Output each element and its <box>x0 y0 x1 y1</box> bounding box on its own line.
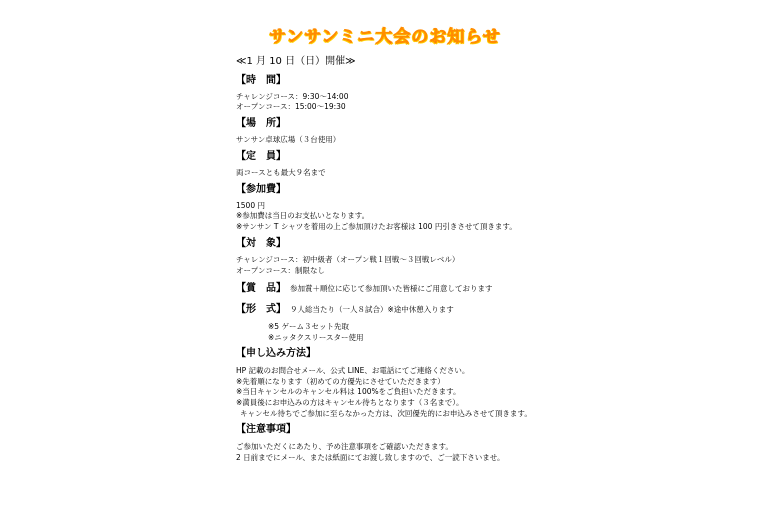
apply-contact: HP 記載のお問合せメール、公式 LINE、お電話にてご連絡ください。 <box>236 366 470 375</box>
apply-note-order: ※先着順になります（初めての方優先にさせていただきます） <box>236 377 445 386</box>
section-heading-apply: 【申し込み方法】 <box>236 348 316 359</box>
capacity-text: 両コースとも最大９名まで <box>236 168 326 177</box>
prize-heading-label: 【賞 品】 <box>236 283 286 294</box>
format-note-ball: ※ニッタクスリースター使用 <box>268 333 364 342</box>
format-heading-label: 【形 式】 <box>236 304 286 315</box>
apply-note-waitlist-priority: キャンセル待ちでご参加に至らなかった方は、次回優先的にお申込みさせて頂きます。 <box>240 409 532 418</box>
place-text: サンサン卓球広場（３台使用） <box>236 135 341 144</box>
section-heading-fee: 【参加費】 <box>236 184 286 195</box>
notes-delivery: 2 日前までにメール、または紙面にてお渡し致しますので、ご一読下さいませ。 <box>236 453 505 462</box>
section-heading-capacity: 【定 員】 <box>236 151 286 162</box>
target-open: オープンコース：制限なし <box>236 266 325 275</box>
notes-confirm: ご参加いただくにあたり、予め注意事項をご確認いただきます。 <box>236 442 453 451</box>
format-text: ９人総当たり（一人８試合）※途中休憩入ります <box>290 305 454 314</box>
prize-text: 参加賞＋順位に応じて参加頂いた皆様にご用意しております <box>290 284 493 293</box>
section-heading-target: 【対 象】 <box>236 238 286 249</box>
fee-note-discount: ※サンサン T シャツを着用の上ご参加頂けたお客様は 100 円引きさせて頂きます。 <box>236 222 517 231</box>
apply-note-waitlist: ※満員後にお申込みの方はキャンセル待ちとなります（３名まで）。 <box>236 398 464 407</box>
apply-note-cancel-fee: ※当日キャンセルのキャンセル料は 100%をご負担いただきます。 <box>236 387 461 396</box>
event-date: ≪1 月 10 日（日）開催≫ <box>236 56 356 67</box>
format-note-games: ※5 ゲーム３セット先取 <box>268 322 349 331</box>
section-heading-prize <box>236 283 493 295</box>
page-title: サンサンミニ大会のお知らせ <box>269 27 501 47</box>
fee-note-payment: ※参加費は当日のお支払いとなります。 <box>236 211 370 220</box>
section-heading-place: 【場 所】 <box>236 118 286 129</box>
fee-amount: 1500 円 <box>236 201 265 210</box>
time-open: オープンコース：15:00～19:30 <box>236 102 346 111</box>
time-challenge: チャレンジコース：9:30～14:00 <box>236 92 349 101</box>
section-heading-time: 【時 間】 <box>236 75 286 86</box>
section-heading-format <box>236 304 454 316</box>
section-heading-notes: 【注意事項】 <box>236 424 296 435</box>
target-challenge: チャレンジコース：初中級者（オープン戦１回戦～３回戦レベル） <box>236 255 460 264</box>
